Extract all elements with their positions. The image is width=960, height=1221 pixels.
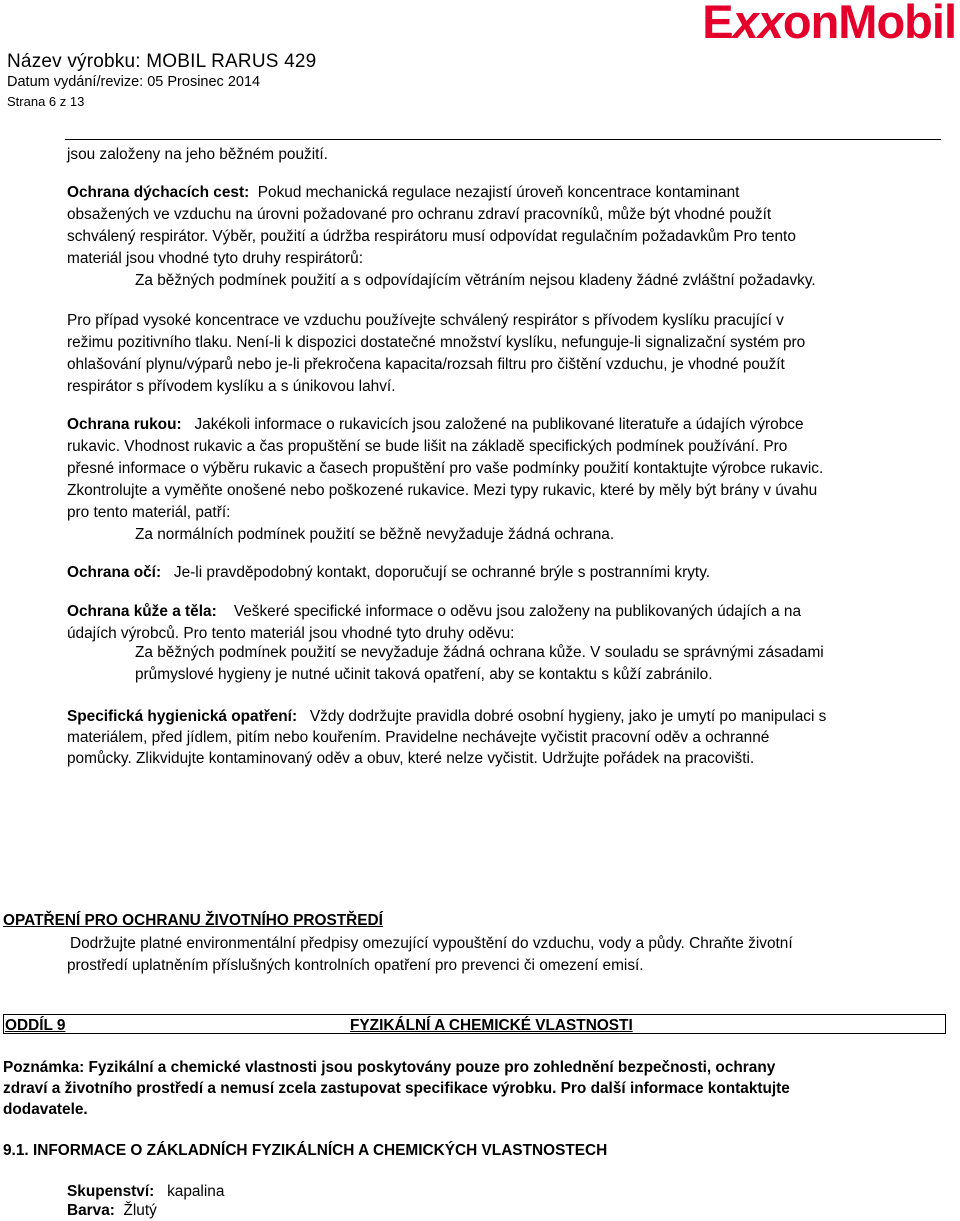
hand-line-6: Za normálních podmínek použití se běžně nevyžaduje žádná ochrana. [135,526,615,543]
eye-line-1: Ochrana očí: Je-li pravděpodobný kontakt, doporučují se ochranné brýle s postranními kryty. [67,564,711,581]
respiratory-p2-line-1: Pro případ vysoké koncentrace ve vzduchu používejte schválený respirátor s přívodem kyslíku pracující v [67,312,784,329]
section9-note-line-1: Poznámka: Fyzikální a chemické vlastnosti jsou poskytovány pouze pro zohlednění bezpečnosti, ochrany [3,1059,776,1076]
respiratory-line-4: materiál jsou vhodné tyto druhy respirátorů: [67,250,363,267]
skin-line-4: průmyslové hygieny je nutné učinit taková opatření, aby se kontaktu s kůží zabránilo. [135,666,713,683]
hand-label: Ochrana rukou: [67,416,182,433]
hygiene-line-3: pomůcky. Zlikvidujte kontaminovaný oděv a obuv, které nelze vyčistit. Udržujte pořádek na pracovišti. [67,750,755,767]
revision-date: Datum vydání/revize: 05 Prosinec 2014 [7,74,261,90]
section9-subheading: 9.1. INFORMACE O ZÁKLADNÍCH FYZIKÁLNÍCH A CHEMICKÝCH VLASTNOSTECH [3,1142,608,1159]
respiratory-line-5: Za běžných podmínek použití a s odpovídajícím větráním nejsou kladeny žádné zvláštní požadavky. [135,272,816,289]
product-name: Název výrobku: MOBIL RARUS 429 [7,51,317,72]
section9-note-line-3: dodavatele. [3,1101,88,1118]
eye-label: Ochrana očí: [67,564,162,581]
respiratory-label: Ochrana dýchacích cest: [67,184,250,201]
respiratory-p2-line-4: respirátor s přívodem kyslíku a s únikovou lahví. [67,378,396,395]
hand-line-4: Zkontrolujte a vyměňte onošené nebo poškozené rukavice. Mezi typy rukavic, které by měly být brány v úvahu [67,482,818,499]
property-value: kapalina [167,1183,225,1200]
respiratory-line-2: obsažených ve vzduchu na úrovni požadované pro ochranu zdraví pracovníků, může být vhodné použít [67,206,772,223]
hygiene-line-1: Specifická hygienická opatření: Vždy dodržujte pravidla dobré osobní hygieny, jako je umytí po manipulaci s [67,708,827,725]
environment-line-2: prostředí uplatněním příslušných kontrolních opatření pro prevenci či omezení emisí. [67,957,644,974]
environment-heading: OPATŘENÍ PRO OCHRANU ŽIVOTNÍHO PROSTŘEDÍ [3,912,383,929]
header-divider [65,139,941,140]
page-number: Strana 6 z 13 [7,94,85,109]
property-label: Barva: [67,1202,115,1219]
hygiene-label: Specifická hygienická opatření: [67,708,298,725]
respiratory-p2-line-2: režimu pozitivního tlaku. Není-li k dispozici dostatečné množství kyslíku, nefunguje-li signalizační systém pro [67,334,806,351]
skin-label: Ochrana kůže a těla: [67,603,217,620]
respiratory-line-1: Ochrana dýchacích cest: Pokud mechanická regulace nezajistí úroveň koncentrace kontaminant [67,184,740,201]
section9-note-line-2: zdraví a životního prostředí a nemusí zcela zastupovat specifikace výrobku. Pro další informace kontaktujte [3,1080,790,1097]
property-row [67,1200,157,1221]
hand-line-1: Ochrana rukou: Jakékoli informace o rukavicích jsou založené na publikované literatuře a údajích výrobce [67,416,804,433]
respiratory-p2-line-3: ohlašování plynu/výparů nebo je-li překročena kapacita/rozsah filtru pro čištění vzduchu, je vhodné použít [67,356,785,373]
section9-title: FYZIKÁLNÍ A CHEMICKÉ VLASTNOSTI [350,1017,633,1034]
property-value: Žlutý [123,1202,157,1219]
exxonmobil-logo: ExxonMobil [702,0,956,48]
respiratory-line-3: schválený respirátor. Výběr, použití a údržba respirátoru musí odpovídat regulačním požadavkům Pro tento [67,228,796,245]
skin-line-3: Za běžných podmínek použití se nevyžaduje žádná ochrana kůže. V souladu se správnými zásadami [135,644,824,661]
hygiene-line-2: materiálem, před jídlem, pitím nebo kouřením. Pravidelne nechávejte vyčistit pracovní oděv a ochranné [67,729,770,746]
environment-line-1: Dodržujte platné environmentální předpisy omezující vypouštění do vzduchu, vody a půdy. Chraňte životní [70,935,793,952]
hand-line-2: rukavic. Vhodnost rukavic a čas propuštění se bude lišit na základě specifických podmínek používání. Pro [67,438,788,455]
skin-line-1: Ochrana kůže a těla: Veškeré specifické informace o oděvu jsou založeny na publikovaných údajích a na [67,603,802,620]
skin-line-2: údajích výrobců. Pro tento materiál jsou vhodné tyto druhy oděvu: [67,625,515,642]
property-row [67,1181,224,1202]
intro-continuation: jsou založeny na jeho běžném použití. [67,146,328,163]
section9-number: ODDÍL 9 [5,1017,66,1034]
hand-line-3: přesné informace o výběru rukavic a časech propuštění pro vaše podmínky použití kontaktujte výrobce rukavic. [67,460,824,477]
hand-line-5: pro tento materiál, patří: [67,504,231,521]
property-label: Skupenství: [67,1183,155,1200]
